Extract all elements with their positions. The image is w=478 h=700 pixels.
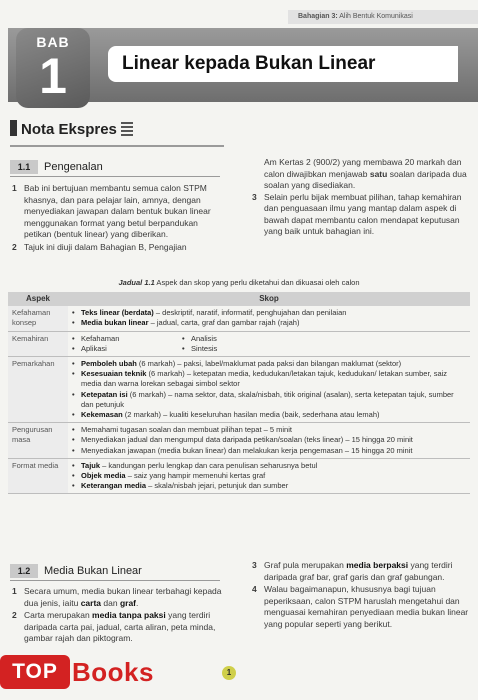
part-title: Alih Bentuk Komunikasi [339,13,413,20]
text-run: yang terdiri daripada carta pai, jadual, carta aliran, peta minda, gambar rajah dan piktogram. [24,610,216,643]
list-item [12,586,224,609]
stripes-icon [121,122,133,136]
item-text [24,610,224,645]
skop-cell [68,423,470,459]
table-row [8,458,470,494]
nota-title: Nota Ekspres [21,121,117,138]
aspek-cell: Kefahaman konsep [8,306,68,331]
bold-run: Kekemasan [81,410,123,420]
bold-run: Media bukan linear [81,318,149,328]
aspek-cell: Kemahiran [8,331,68,356]
text-run: Secara umum, media bukan linear terbahagi kepada dua jenis, iaitu [24,586,222,608]
text-run: Am Kertas 2 (900/2) yang membawa 20 markah dan calon diwajibkan menjawab [264,157,462,179]
logo-books: Books [72,657,154,687]
bullet [72,481,466,491]
table-row [8,331,470,356]
bullet [72,461,466,471]
nota-underline [10,145,224,147]
caption-text: Aspek dan skop yang perlu diketahui dan dikuasai oleh calon [154,278,360,287]
item-number: 1 [12,183,17,193]
skop-cell [68,357,470,423]
list-item [12,242,224,254]
chapter-number: 1 [39,48,67,104]
topbooks-logo [0,652,175,690]
caption-label: Jadual 1.1 [118,278,155,287]
list-item [252,584,470,630]
nota-heading [10,120,160,140]
bold-run: carta [80,597,102,608]
bullet [72,410,466,420]
chapter-tab [16,28,90,108]
bold-run: Kesesuaian teknik [81,369,147,379]
text-run: dan [101,597,120,608]
section-heading-1-1 [10,160,103,176]
part-label: Bahagian 3: [298,13,338,20]
text-run: Carta merupakan [24,610,93,620]
table-row [8,357,470,423]
text-run: – jadual, carta, graf dan gambar rajah (rajah) [148,318,300,328]
item-number: 1 [12,586,17,596]
part-header [288,10,478,24]
bullet: • Menyediakan jawapan (media bukan linear) dan melakukan kerja pengemasan – 15 hingga 20 minit [72,446,466,456]
bold-run: media berpaksi [346,560,409,570]
text-run: . [136,597,139,608]
item-text: Tajuk ini diuji dalam Bahagian B, Pengajian [24,241,187,252]
item-text: Walau bagaimanapun, khususnya bagi tujuan peperiksaan, calon STPM haruslah mengetahui dan menguasai kemahiran penyediaan media bukan linear yang popular seperti yang berikut. [264,584,469,629]
bold-run: Pemboleh ubah [81,359,137,369]
bullet [72,308,466,318]
bullet [72,369,466,389]
item-text [264,560,470,583]
aspek-cell: Format media [8,458,68,494]
bold-run: Keterangan media [81,481,147,491]
aspek-cell: Pemarkahan [8,357,68,423]
item-text [24,586,224,609]
bullet: • Sintesis [182,344,292,354]
bold-run: graf [119,597,136,608]
section-number: 1.2 [10,564,38,578]
chapter-title: Linear kepada Bukan Linear [108,46,458,82]
text-run: soalan daripada dua soalan yang disediakan. [264,168,467,190]
continued-text [252,157,470,192]
section-title: Media Bukan Linear [44,565,142,577]
section-1-1-right-column [252,157,470,239]
text-run: (6 markah) – paksi, label/maklumat pada paksi dan bilangan maklumat (sektor) [136,359,402,369]
page-number: 1 [222,666,236,680]
bold-run: Ketepatan isi [81,389,128,399]
bullet [72,471,466,481]
text-run: – kandungan perlu lengkap dan cara penulisan seharusnya betul [100,460,318,470]
section-1-2-right-column [252,560,470,631]
skop-cell [68,458,470,494]
table-row [8,423,470,459]
list-item [252,560,470,583]
section-heading-1-2 [10,564,142,580]
skop-cell [68,331,470,356]
skop-cell [68,306,470,331]
column-header-skop: Skop [68,292,470,306]
bullet [72,318,466,328]
bold-run: Teks linear (berdata) [81,308,154,318]
item-number: 3 [252,560,257,570]
section-number: 1.1 [10,160,38,174]
bullet [72,359,466,369]
text-run: Graf pula merupakan [264,560,347,570]
bold-run: satu [369,168,388,179]
text-run: (2 markah) – kualiti keseluruhan hasilan media (baik, sederhana atau lemah) [122,410,380,420]
column-header-aspek: Aspek [8,292,68,306]
table-caption [0,278,478,287]
list-item [12,610,224,645]
text-run: – deskriptif, naratif, informatif, penghujahan dan penilaian [153,308,347,318]
text-run: – saiz yang hampir memenuhi kertas graf [125,471,266,481]
section-rule [10,580,220,581]
aspek-cell: Pengurusan masa [8,423,68,459]
text-run: (6 markah) – ketepatan media, kedudukan/letakan tajuk, kedudukan/ letakan sumber, saiz media dan warna lorekan sebagai simbol sektor [81,369,448,389]
item-number: 3 [252,191,257,202]
item-number: 4 [252,584,257,594]
bullet: • Analisis [182,334,292,344]
item-text: Bab ini bertujuan membantu semua calon STPM khasnya, dan para pelajar lain, amnya, dengan menyediakan jawapan dalam bentuk bukan linear menggunakan format yang betul berpandukan petikan (bentuk linear) yang diberikan. [24,183,211,239]
square-icon [10,120,17,136]
item-text: Selain perlu bijak membuat pilihan, tahap kemahiran dan penguasaan ilmu yang mantap dalam aspek di bawah dapat membantu calon mendapat keputusan yang baik untuk bahagian ini. [264,191,462,236]
bullet [72,390,466,410]
text-run: yang terdiri daripada graf bar, graf garis dan graf gabungan. [264,560,453,582]
chapter-label: BAB [36,34,70,50]
bullet: • Memahami tugasan soalan dan membuat pilihan tepat – 5 minit [72,425,466,435]
list-item [252,192,470,238]
bold-run: Objek media [81,471,126,481]
table-row [8,306,470,331]
bullet: • Aplikasi [72,344,182,354]
section-1-2-left-column [12,586,224,646]
bold-run: Tajuk [81,460,101,470]
bullet: • Menyediakan jadual dan mengumpul data daripada petikan/soalan (teks linear) – 15 hingga 20 minit [72,435,466,445]
item-number: 2 [12,241,17,252]
scope-table [8,292,470,494]
item-number: 2 [12,610,17,620]
text-run: (6 markah) – nama sektor, data, skala/nisbah, titik original (asalan), serta ketepatan tajuk, sumber dan petunjuk [81,389,454,409]
section-title: Pengenalan [44,161,103,173]
text-run: – skala/nisbah jejari, petunjuk dan sumber [146,481,289,491]
section-1-1-left-column [12,183,224,254]
list-item [12,183,224,241]
section-rule [10,176,220,177]
bold-run: media tanpa paksi [92,610,166,620]
logo-top: TOP [0,655,70,689]
table-header-row [8,292,470,306]
bullet: • Kefahaman [72,334,182,344]
